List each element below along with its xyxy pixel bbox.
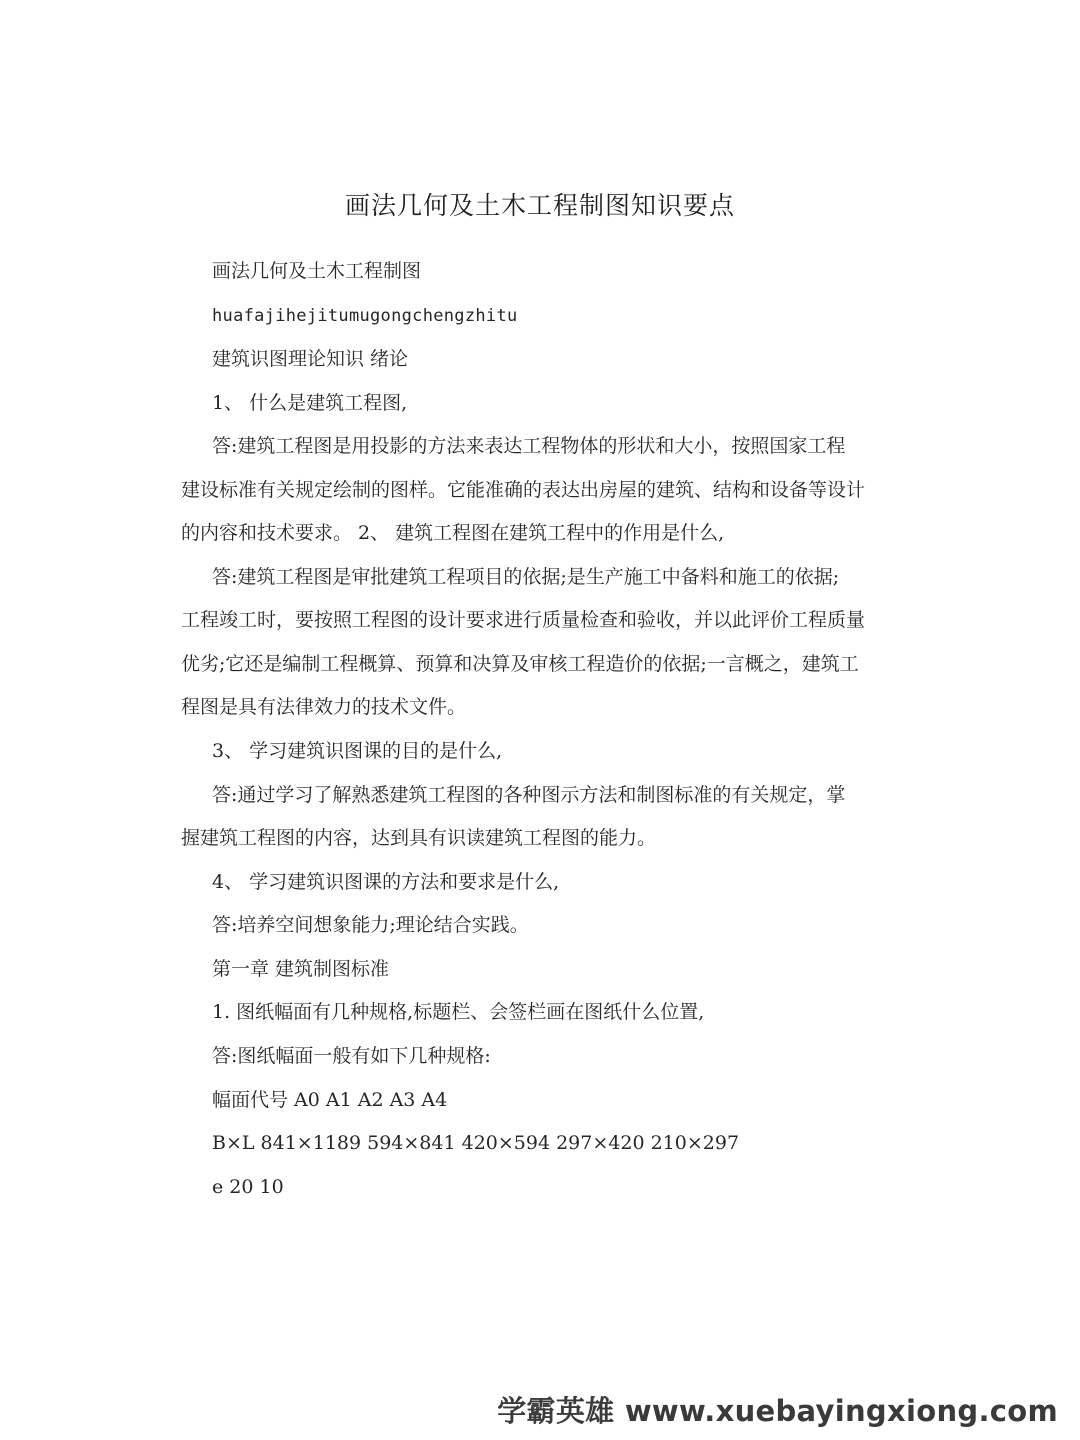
question-4: 4、 学习建筑识图课的方法和要求是什么, — [212, 871, 560, 893]
answer-2-line-4: 程图是具有法律效力的技术文件。 — [181, 696, 467, 718]
subtitle: 画法几何及土木工程制图 — [212, 260, 422, 282]
sheet-size-margin: e 20 10 — [212, 1176, 284, 1198]
answer-5-intro: 答:图纸幅面一般有如下几种规格: — [212, 1045, 491, 1067]
chapter-heading: 第一章 建筑制图标准 — [212, 958, 390, 980]
answer-3-line-2: 握建筑工程图的内容，达到具有识读建筑工程图的能力。 — [181, 827, 657, 849]
section-heading: 建筑识图理论知识 绪论 — [212, 348, 409, 370]
sheet-size-dimensions: B×L 841×1189 594×841 420×594 297×420 210×297 — [212, 1132, 740, 1154]
answer-2-line-1: 答:建筑工程图是审批建筑工程项目的依据;是生产施工中备料和施工的依据; — [212, 566, 840, 588]
question-3: 3、 学习建筑识图课的目的是什么, — [212, 740, 503, 762]
answer-3-line-1: 答:通过学习了解熟悉建筑工程图的各种图示方法和制图标准的有关规定，掌 — [212, 784, 846, 806]
site-watermark: 学霸英雄 www.xuebayingxiong.com — [497, 1394, 1058, 1428]
page-title: 画法几何及土木工程制图知识要点 — [344, 191, 735, 220]
answer-1-line-1: 答:建筑工程图是用投影的方法来表达工程物体的形状和大小，按照国家工程 — [212, 435, 846, 457]
answer-4: 答:培养空间想象能力;理论结合实践。 — [212, 914, 529, 936]
pinyin-line: huafajihejitumugongchengzhitu — [212, 306, 518, 326]
question-1: 1、 什么是建筑工程图, — [212, 392, 408, 414]
sheet-size-codes: 幅面代号 A0 A1 A2 A3 A4 — [212, 1089, 448, 1111]
answer-1-line-2: 建设标准有关规定绘制的图样。它能准确的表达出房屋的建筑、结构和设备等设计 — [181, 479, 866, 501]
question-5: 1. 图纸幅面有几种规格,标题栏、会签栏画在图纸什么位置, — [212, 1001, 705, 1023]
answer-1-line-3: 的内容和技术要求。 2、 建筑工程图在建筑工程中的作用是什么, — [181, 522, 725, 544]
answer-2-line-3: 优劣;它还是编制工程概算、预算和决算及审核工程造价的依据;一言概之，建筑工 — [181, 653, 859, 675]
answer-2-line-2: 工程竣工时，要按照工程图的设计要求进行质量检查和验收，并以此评价工程质量 — [181, 609, 866, 631]
